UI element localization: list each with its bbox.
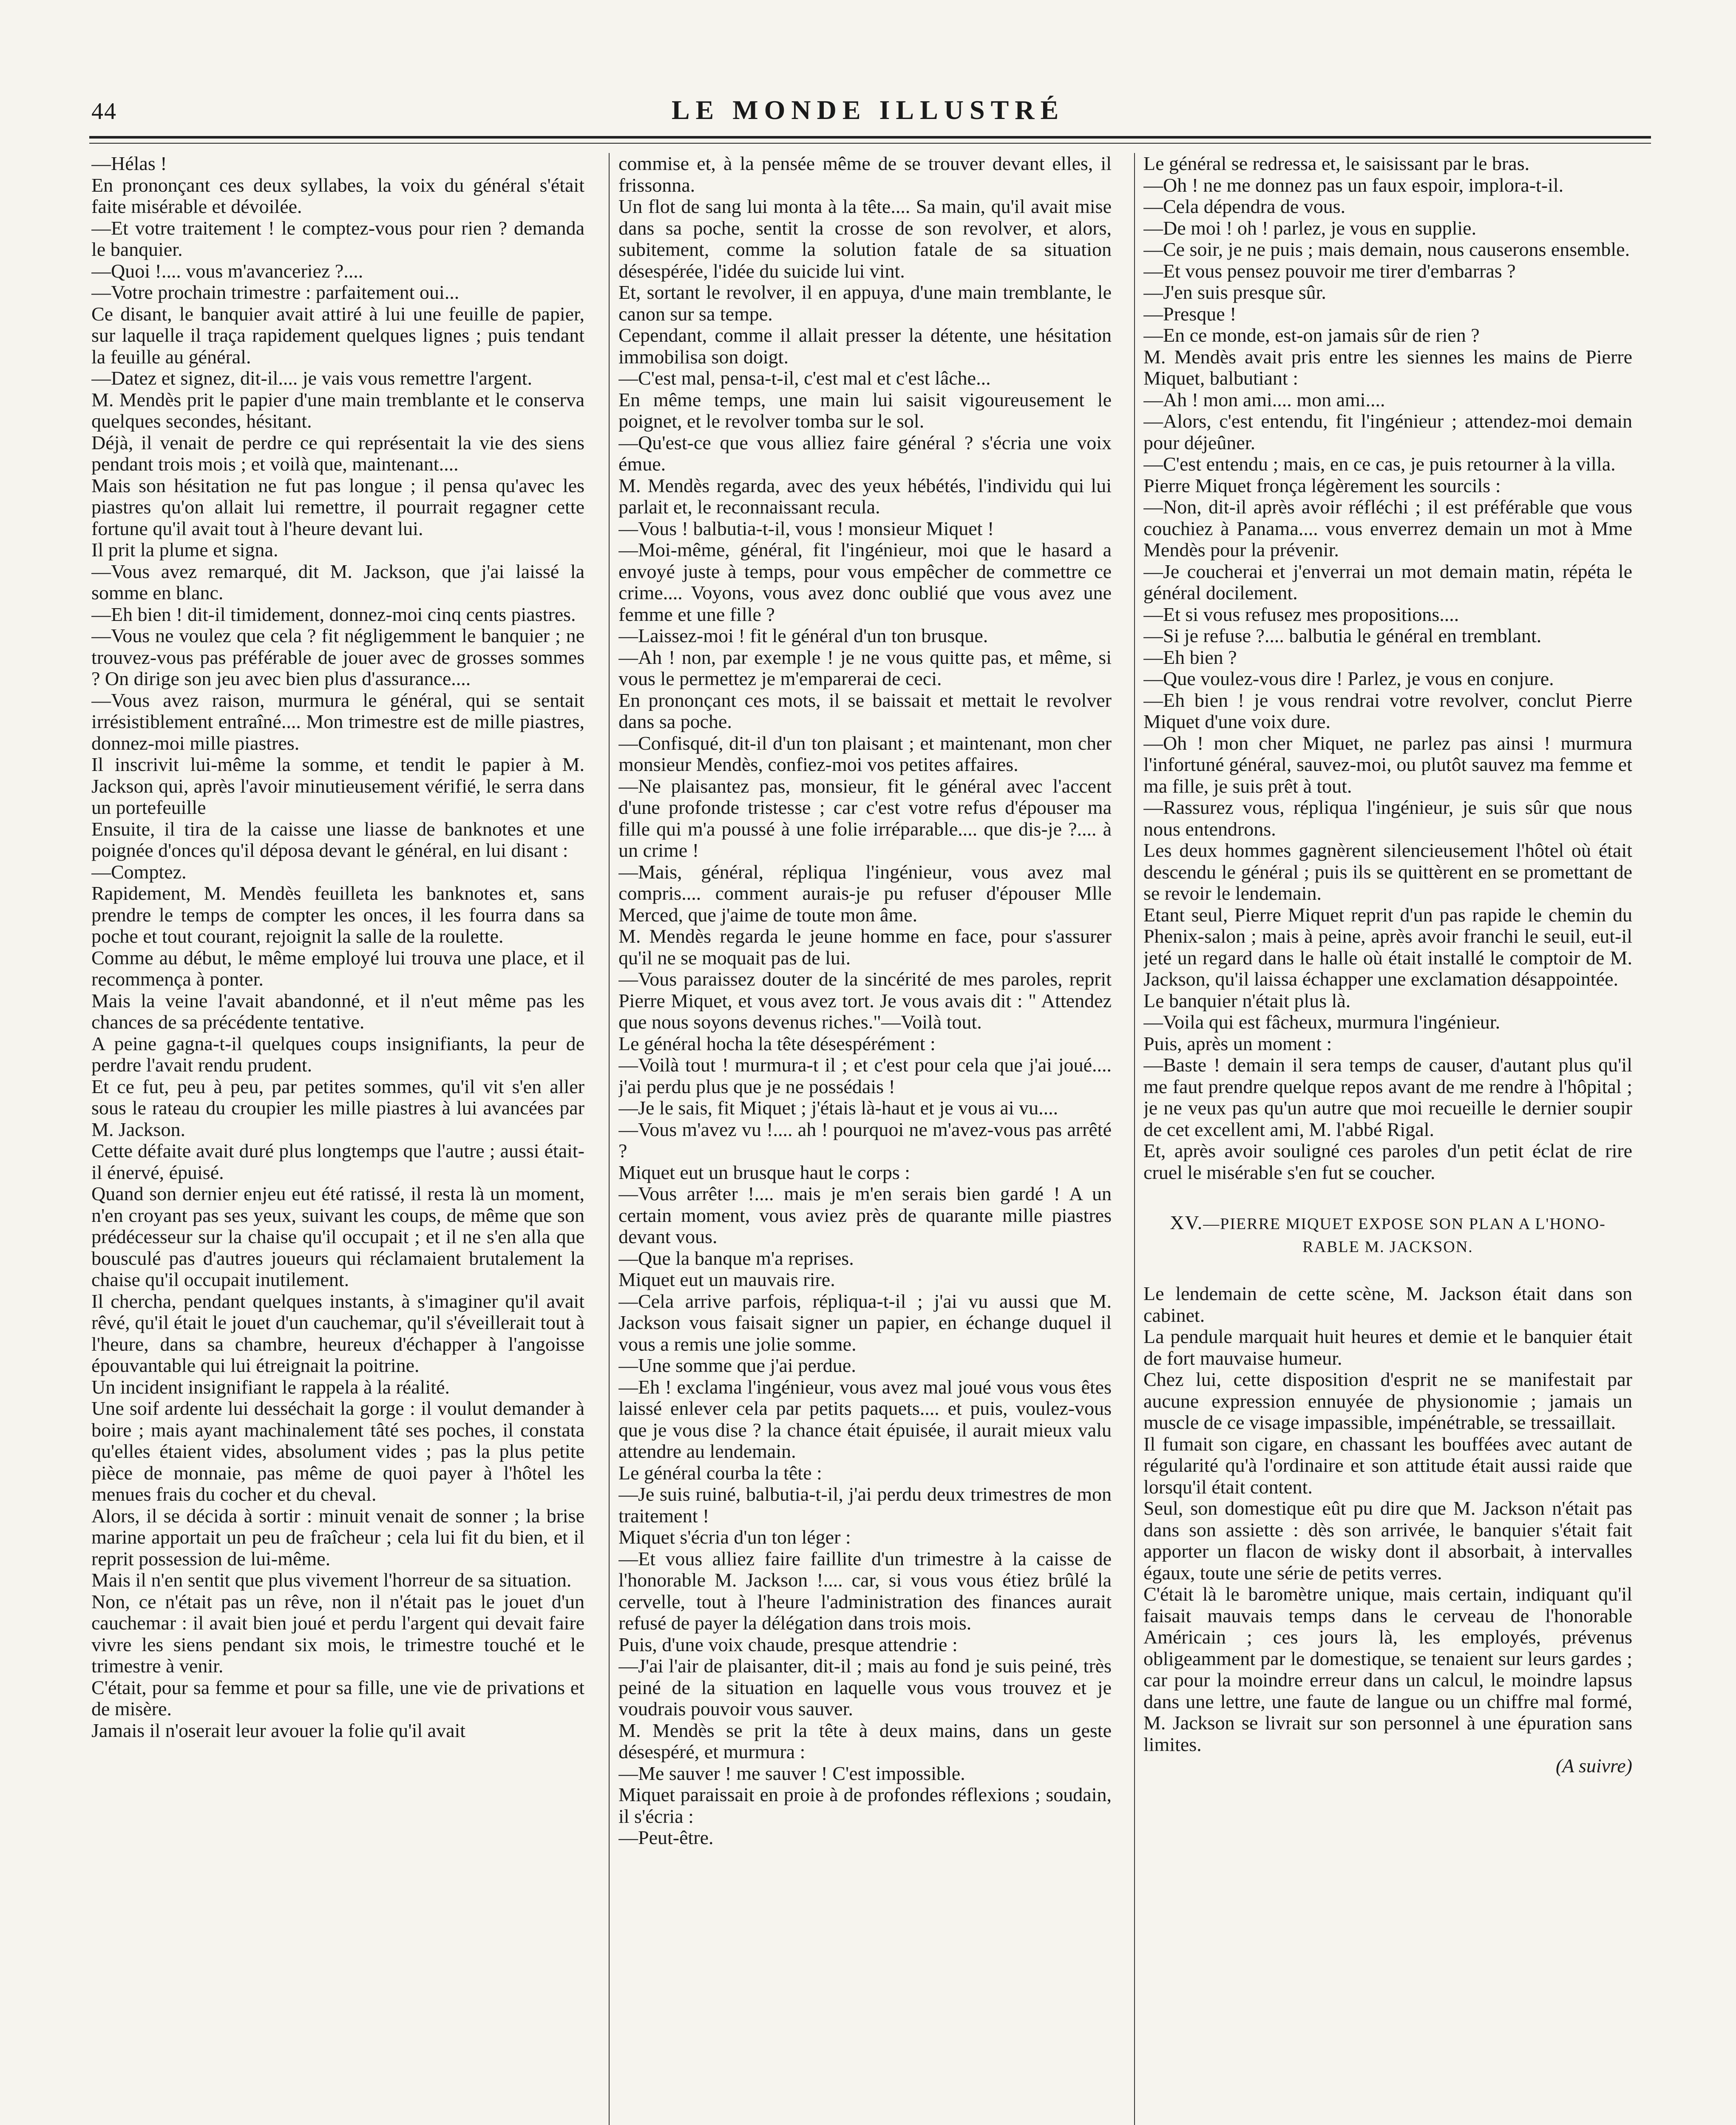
paragraph: —J'en suis presque sûr. [1143,281,1326,303]
paragraph: —Une somme que j'ai perdue. [618,1354,856,1376]
paragraph: Cette défaite avait duré plus longtemps que l'autre ; aussi était-il énervé, épuisé. [91,1140,584,1183]
paragraph: —Vous paraissez douter de la sincérité de mes paroles, reprit Pierre Miquet, et vous avez tort. Je vous avais dit : " Attendez que nous soyons devenus riches."—Voilà tout. [618,968,1112,1033]
paragraph: —Et si vous refusez mes propositions.... [1143,603,1459,625]
paragraph: Une soif ardente lui desséchait la gorge : il voulut demander à boire ; mais ayant machinalement tâté ses poches, il constata qu'elles étaient vides, absolument vides ; pas la plus petite pièce de monnaie, pas même de quoi payer à l'hôtel les menues frais du cocher et du cheval. [91,1397,584,1505]
chapter-heading [1143,1211,1632,1258]
paragraph: Quand son dernier enjeu eut été ratissé, il resta là un moment, n'en croyant pas ses yeux, suivant les coups, de même que son prédécesseur sur la chaise qu'il occupait ; et il ne s'en alla que bousculé pas d'autres joueurs qui réclamaient brutalement la chaise qu'il occupait inutilement. [91,1183,584,1290]
paragraph: —Vous avez raison, murmura le général, qui se sentait irrésistiblement entraîné.... Mon trimestre est de mille piastres, donnez-moi mille piastres. [91,689,584,754]
paragraph: —Non, dit-il après avoir réfléchi ; il est préférable que vous couchiez à Panama.... vous enverrez demain un mot à Mme Mendès pour la prévenir. [1143,496,1632,561]
paragraph: —Eh bien ! je vous rendrai votre revolver, conclut Pierre Miquet d'une voix dure. [1143,689,1632,732]
paragraph: Les deux hommes gagnèrent silencieusement l'hôtel où était descendu le général ; puis ils se quittèrent en se promettant de se revoir le lendemain. [1143,839,1632,904]
paragraph: —Baste ! demain il sera temps de causer, d'autant plus qu'il me faut prendre quelque repos avant de me rendre à l'hôpital ; je ne veux pas qu'un autre que moi recueille le dernier soupir de cet excellent ami, M. l'abbé Rigal. [1143,1054,1632,1140]
paragraph: —Confisqué, dit-il d'un ton plaisant ; et maintenant, mon cher monsieur Mendès, confiez-moi vos petites affaires. [618,732,1112,775]
paragraph: Le banquier n'était plus là. [1143,989,1351,1012]
paragraph: Ce disant, le banquier avait attiré à lui une feuille de papier, sur laquelle il traça rapidement quelques lignes ; puis tendant la feuille au général. [91,303,584,368]
paragraph: Miquet eut un mauvais rire. [618,1269,835,1290]
paragraph: En même temps, une main lui saisit vigoureusement le poignet, et le revolver tomba sur le sol. [618,388,1112,432]
running-title: LE MONDE ILLUSTRÉ [671,95,1065,125]
page-number: 44 [91,98,117,125]
paragraph: Il fumait son cigare, en chassant les bouffées avec autant de régularité qu'à l'ordinaire et son attitude était aussi raide que lorsqu'il était content. [1143,1433,1632,1498]
paragraph: C'était là le baromètre unique, mais certain, indiquant qu'il faisait mauvais temps dans le cerveau de l'honorable Américain ; ces jours là, les employés, prévenus obligeamment par le domestique, se tenaient sur leurs gardes ; car pour la moindre erreur dans un calcul, le moindre lapsus dans une lettre, une faute de langue ou un chiffre mal formé, M. Jackson se livrait sur son personnel à une épuration sans limites. [1143,1583,1632,1755]
paragraph: —Moi-même, général, fit l'ingénieur, moi que le hasard a envoyé juste à temps, pour vous empêcher de commettre ce crime.... Voyons, vous avez donc oublié que vous avez une femme et une fille ? [618,539,1112,625]
paragraph: Et, après avoir souligné ces paroles d'un petit éclat de rire cruel le misérable s'en fut se coucher. [1143,1140,1632,1183]
paragraph: Pierre Miquet fronça légèrement les sourcils : [1143,474,1501,496]
paragraph: Et, sortant le revolver, il en appuya, d'une main tremblante, le canon sur sa tempe. [618,281,1112,325]
paragraph: —Voilà tout ! murmura-t il ; et c'est pour cela que j'ai joué.... j'ai perdu plus que je ne possédais ! [618,1054,1112,1097]
paragraph: M. Mendès regarda le jeune homme en face, pour s'assurer qu'il ne se moquait pas de lui. [618,925,1112,969]
paragraph: Ensuite, il tira de la caisse une liasse de banknotes et une poignée d'onces qu'il déposa devant le général, en lui disant : [91,818,584,861]
paragraph: —Laissez-moi ! fit le général d'un ton brusque. [618,625,988,646]
paragraph: Comme au début, le même employé lui trouva une place, et il recommença à ponter. [91,946,584,990]
paragraph: —Et votre traitement ! le comptez-vous pour rien ? demanda le banquier. [91,217,584,260]
paragraph: —Vous arrêter !.... mais je m'en serais bien gardé ! A un certain moment, vous aviez près de quarante mille piastres devant vous. [618,1183,1112,1247]
paragraph: A peine gagna-t-il quelques coups insignifiants, la peur de perdre l'avait rendu prudent. [91,1032,584,1076]
paragraph: —Quoi !.... vous m'avanceriez ?.... [91,260,363,282]
paragraph: Seul, son domestique eût pu dire que M. Jackson n'était pas dans son assiette : dès son arrivée, le banquier s'était fait apporter un flacon de wisky dont il absorbait, à intervalles égaux, toute une série de petits verres. [1143,1497,1632,1584]
paragraph: —Que voulez-vous dire ! Parlez, je vous en conjure. [1143,668,1554,689]
column-divider [609,153,610,2125]
paragraph: —Ce soir, je ne puis ; mais demain, nous causerons ensemble. [1143,238,1630,260]
paragraph: Il inscrivit lui-même la somme, et tendit le papier à M. Jackson qui, après l'avoir minutieusement vérifié, le serra dans un portefeuille [91,754,584,818]
paragraph: Miquet s'écria d'un ton léger : [618,1526,851,1548]
paragraph: —Vous ! balbutia-t-il, vous ! monsieur Miquet ! [618,517,994,539]
paragraph: Rapidement, M. Mendès feuilleta les banknotes et, sans prendre le temps de compter les onces, il les fourra dans sa poche et tout courant, rejoignit la salle de la roulette. [91,882,584,947]
paragraph: Le général courba la tête : [618,1462,822,1484]
paragraph: Miquet eut un brusque haut le corps : [618,1161,911,1183]
paragraph: —Oh ! mon cher Miquet, ne parlez pas ainsi ! murmura l'infortuné général, sauvez-moi, ou plutôt sauvez ma femme et ma fille, je suis prêt à tout. [1143,732,1632,797]
paragraph: —Ne plaisantez pas, monsieur, fit le général avec l'accent d'une profonde tristesse ; car c'est votre refus d'épouser ma fille qui m'a poussé à une folie irréparable.... que dis-je ?.... à un crime ! [618,775,1112,861]
paragraph: Il chercha, pendant quelques instants, à s'imaginer qu'il avait rêvé, qu'il était le jouet d'un cauchemar, qu'il s'éveillerait tout à l'heure, dans sa chambre, heureux d'échapper à l'angoisse épouvantable qui lui étreignait la poitrine. [91,1290,584,1376]
paragraph: —C'est entendu ; mais, en ce cas, je puis retourner à la villa. [1143,453,1616,475]
paragraph: —Oh ! ne me donnez pas un faux espoir, implora-t-il. [1143,174,1564,196]
paragraph: —Eh ! exclama l'ingénieur, vous avez mal joué vous vous êtes laissé enlever cela par petits paquets.... et puis, voulez-vous que je vous dise ? la chance était épuisée, il aurait mieux valu attendre au lendemain. [618,1376,1112,1462]
paragraph: —Qu'est-ce que vous alliez faire général ? s'écria une voix émue. [618,431,1112,475]
paragraph: —Vous avez remarqué, dit M. Jackson, que j'ai laissé la somme en blanc. [91,560,584,604]
paragraph: —Votre prochain trimestre : parfaitement oui... [91,281,460,303]
paragraph: M. Mendès regarda, avec des yeux hébétés, l'individu qui lui parlait et, le reconnaissant recula. [618,474,1112,518]
paragraph: —Eh bien ! dit-il timidement, donnez-moi cinq cents piastres. [91,603,576,625]
paragraph: En prononçant ces deux syllabes, la voix du général s'était faite misérable et dévoilée. [91,174,584,217]
paragraph: Etant seul, Pierre Miquet reprit d'un pas rapide le chemin du Phenix-salon ; mais à peine, après avoir franchi le seuil, eut-il jeté un regard dans le halle où était installé le comptoir de M. Jackson, qu'il laissa échapper une exclamation désappointée. [1143,904,1632,990]
paragraph: —J'ai l'air de plaisanter, dit-il ; mais au fond je suis peiné, très peiné de la situation en laquelle vous vous trouvez et je voudrais pouvoir vous sauver. [618,1655,1112,1720]
paragraph: —Ah ! mon ami.... mon ami.... [1143,388,1385,411]
paragraph: Le général se redressa et, le saisissant par le bras. [1143,153,1530,174]
paragraph: —Me sauver ! me sauver ! C'est impossible. [618,1762,965,1784]
paragraph: Le général hocha la tête désespérément : [618,1032,936,1054]
paragraph: Miquet paraissait en proie à de profondes réflexions ; soudain, il s'écria : [618,1784,1112,1827]
paragraph: Puis, d'une voix chaude, presque attendrie : [618,1633,958,1655]
paragraph: —Peut-être. [618,1827,714,1848]
chapter-title-line-2: RABLE M. JACKSON. [1302,1238,1473,1256]
paragraph: C'était, pour sa femme et pour sa fille, une vie de privations et de misère. [91,1676,584,1720]
paragraph: —Alors, c'est entendu, fit l'ingénieur ; attendez-moi demain pour déjeûner. [1143,410,1632,453]
paragraph: Jamais il n'oserait leur avouer la folie qu'il avait [91,1719,466,1741]
paragraph: —Presque ! [1143,303,1237,325]
paragraph: En prononçant ces mots, il se baissait et mettait le revolver dans sa poche. [618,689,1112,732]
text-column-1 [91,153,584,2125]
paragraph: M. Mendès avait pris entre les siennes les mains de Pierre Miquet, balbutiant : [1143,346,1632,389]
paragraph: —C'est mal, pensa-t-il, c'est mal et c'est lâche... [618,367,991,389]
paragraph: Alors, il se décida à sortir : minuit venait de sonner ; la brise marine apportait un peu de fraîcheur ; cela lui fit du bien, et il reprit possession de lui-même. [91,1504,584,1570]
paragraph: —Je suis ruiné, balbutia-t-il, j'ai perdu deux trimestres de mon traitement ! [618,1483,1112,1527]
chapter-number: XV. [1170,1212,1203,1233]
chapter-title-line-1: —PIERRE MIQUET EXPOSE SON PLAN A L'HONO- [1203,1215,1606,1233]
paragraph: —Si je refuse ?.... balbutia le général en tremblant. [1143,625,1542,646]
paragraph: La pendule marquait huit heures et demie et le banquier était de fort mauvaise humeur. [1143,1326,1632,1369]
paragraph: —Et vous pensez pouvoir me tirer d'embarras ? [1143,260,1516,282]
paragraph: —Datez et signez, dit-il.... je vais vous remettre l'argent. [91,367,532,389]
paragraph: M. Mendès prit le papier d'une main tremblante et le conserva quelques secondes, hésitant. [91,388,584,432]
paragraph: Le lendemain de cette scène, M. Jackson était dans son cabinet. [1143,1283,1632,1326]
paragraph: —Vous m'avez vu !.... ah ! pourquoi ne m'avez-vous pas arrêté ? [618,1118,1112,1162]
paragraph: —Comptez. [91,861,187,883]
paragraph: Mais il n'en sentit que plus vivement l'horreur de sa situation. [91,1569,572,1591]
paragraph: —Mais, général, répliqua l'ingénieur, vous avez mal compris.... comment aurais-je pu refuser d'épouser Mlle Merced, que j'aime de toute mon âme. [618,861,1112,926]
paragraph: Il prit la plume et signa. [91,539,278,561]
paragraph: Cependant, comme il allait presser la détente, une hésitation immobilisa son doigt. [618,324,1112,368]
column-divider [1134,153,1135,2125]
text-column-3 [1143,153,1632,2125]
paragraph: M. Mendès se prit la tête à deux mains, dans un geste désespéré, et murmura : [618,1719,1112,1762]
text-column-2 [618,153,1112,2125]
paragraph: Mais la veine l'avait abandonné, et il n'eut même pas les chances de sa précédente tentative. [91,989,584,1033]
paragraph: Puis, après un moment : [1143,1032,1332,1054]
paragraph: Un flot de sang lui monta à la tête.... Sa main, qu'il avait mise dans sa poche, sentit la crosse de son revolver, et alors, subitement, comme la solution fatale de sa situation désespérée, l'idée du suicide lui vint. [618,196,1112,282]
paragraph: —Je coucherai et j'enverrai un mot demain matin, répéta le général docilement. [1143,560,1632,604]
paragraph: Et ce fut, peu à peu, par petites sommes, qu'il vit s'en aller sous le rateau du croupier les mille piastres à lui avancées par M. Jackson. [91,1075,584,1140]
paragraph: Déjà, il venait de perdre ce qui représentait la vie des siens pendant trois mois ; et voilà que, maintenant.... [91,431,584,475]
paragraph: —Cela dépendra de vous. [1143,196,1346,217]
paragraph: Chez lui, cette disposition d'esprit ne se manifestait par aucune expression ennuyée de physionomie ; jamais un muscle de ce visage impassible, impénétrable, se tressaillait. [1143,1368,1632,1433]
to-be-continued: (A suivre) [1555,1755,1632,1776]
paragraph: —De moi ! oh ! parlez, je vous en supplie. [1143,217,1477,239]
paragraph: —Je le sais, fit Miquet ; j'étais là-haut et je vous ai vu.... [618,1097,1058,1119]
paragraph: —Hélas ! [91,153,167,174]
paragraph: —Eh bien ? [1143,646,1237,668]
paragraph: —Voila qui est fâcheux, murmura l'ingénieur. [1143,1011,1501,1033]
header-rule [89,136,1651,139]
paragraph: —Et vous alliez faire faillite d'un trimestre à la caisse de l'honorable M. Jackson !.... car, si vous vous étiez brûlé la cervelle, tout à l'heure l'administration des finances aurait refusé de payer la délégation dans trois mois. [618,1547,1112,1634]
paragraph: Non, ce n'était pas un rêve, non il n'était pas le jouet d'un cauchemar : il avait bien joué et perdu l'argent qui devait faire vivre les siens pendant six mois, le trimestre touché et le trimestre à venir. [91,1590,584,1677]
paragraph: —Cela arrive parfois, répliqua-t-il ; j'ai vu aussi que M. Jackson vous faisait signer un papier, en échange duquel il vous a remis une jolie somme. [618,1290,1112,1355]
paragraph: commise et, à la pensée même de se trouver devant elles, il frissonna. [618,153,1112,196]
paragraph: —Vous ne voulez que cela ? fit négligemment le banquier ; ne trouvez-vous pas préférable de jouer avec de grosses sommes ? On dirige son jeu avec bien plus d'assurance.... [91,625,584,689]
paragraph: —Que la banque m'a reprises. [618,1247,854,1269]
paragraph: Un incident insignifiant le rappela à la réalité. [91,1376,450,1398]
paragraph: Mais son hésitation ne fut pas longue ; il pensa qu'avec les piastres qu'on allait lui remettre, il pourrait regagner cette fortune qu'il avait tout à l'heure devant lui. [91,474,584,539]
paragraph: —En ce monde, est-on jamais sûr de rien ? [1143,324,1480,346]
paragraph: —Rassurez vous, répliqua l'ingénieur, je suis sûr que nous nous entendrons. [1143,796,1632,840]
paragraph: —Ah ! non, par exemple ! je ne vous quitte pas, et même, si vous le permettez je m'emparerai de ceci. [618,646,1112,689]
header-rule-thin [89,143,1651,144]
